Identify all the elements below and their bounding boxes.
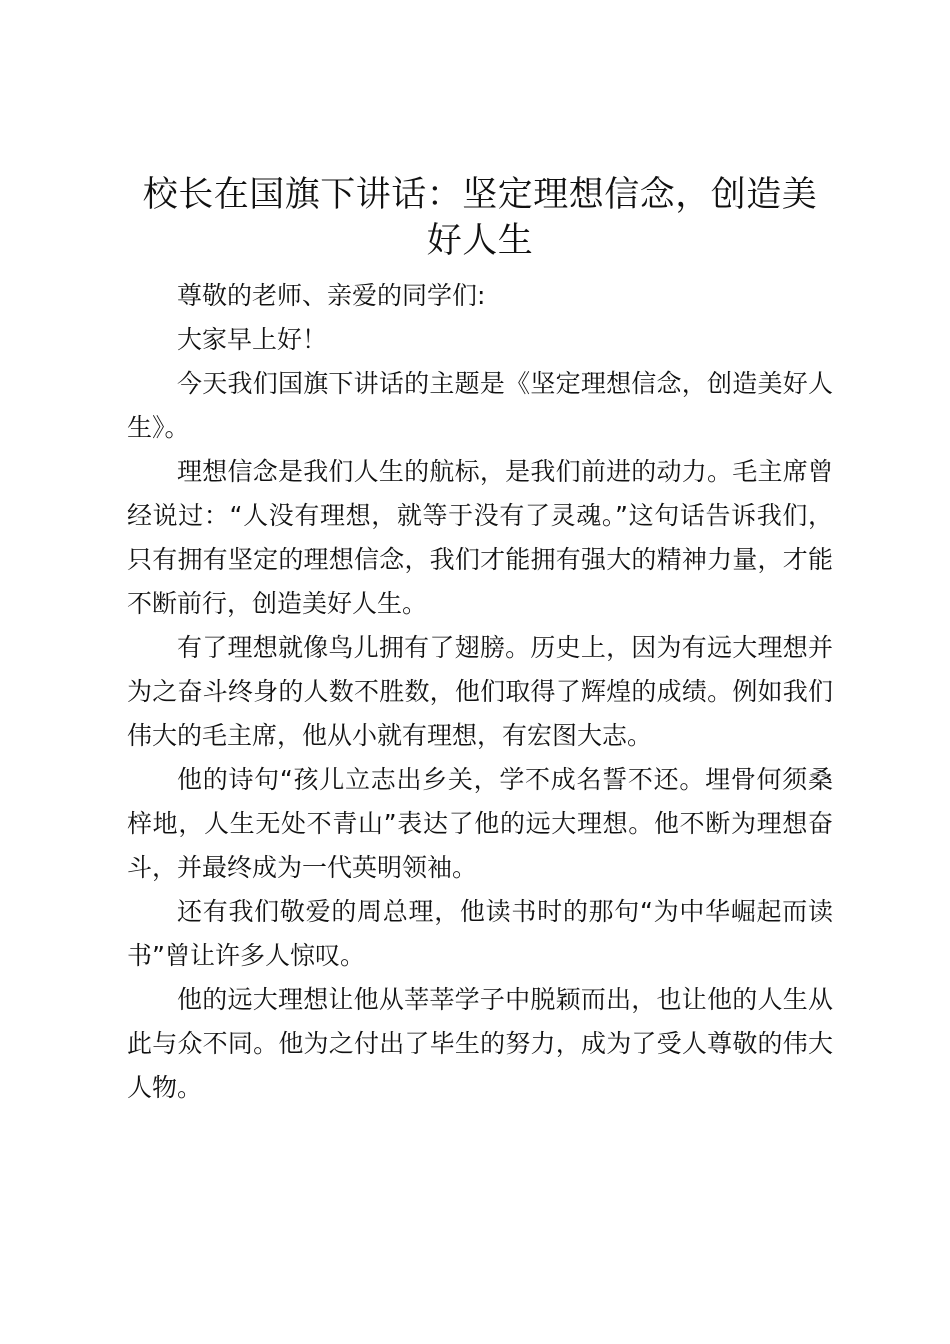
paragraph-ideals: 理想信念是我们人生的航标，是我们前进的动力。毛主席曾经说过：“人没有理想，就等于没有了灵魂。”这句话告诉我们，只有拥有坚定的理想信念，我们才能拥有强大的精神力量，才能不断前行，创造美好人生。 <box>127 457 833 618</box>
paragraph-greeting: 尊敬的老师、亲爱的同学们: <box>177 281 486 310</box>
paragraph-wings: 有了理想就像鸟儿拥有了翅膀。历史上，因为有远大理想并为之奋斗终身的人数不胜数，他们取得了辉煌的成绩。例如我们伟大的毛主席，他从小就有理想，有宏图大志。 <box>127 633 833 750</box>
paragraph-good-morning: 大家早上好！ <box>177 325 328 354</box>
document-page <box>127 172 833 1110</box>
paragraph-zhou: 还有我们敬爱的周总理，他读书时的那句“为中华崛起而读书”曾让许多人惊叹。 <box>127 897 833 970</box>
document-title: 校长在国旗下讲话：坚定理想信念，创造美好人生 <box>142 175 818 261</box>
paragraph-poem: 他的诗句“孩儿立志出乡关，学不成名誓不还。埋骨何须桑梓地，人生无处不青山”表达了他的远大理想。他不断为理想奋斗，并最终成为一代英明领袖。 <box>127 765 833 882</box>
paragraph-topic: 今天我们国旗下讲话的主题是《坚定理想信念，创造美好人生》。 <box>127 369 833 442</box>
paragraph-conclusion: 他的远大理想让他从莘莘学子中脱颖而出，也让他的人生从此与众不同。他为之付出了毕生的努力，成为了受人尊敬的伟大人物。 <box>127 985 833 1102</box>
